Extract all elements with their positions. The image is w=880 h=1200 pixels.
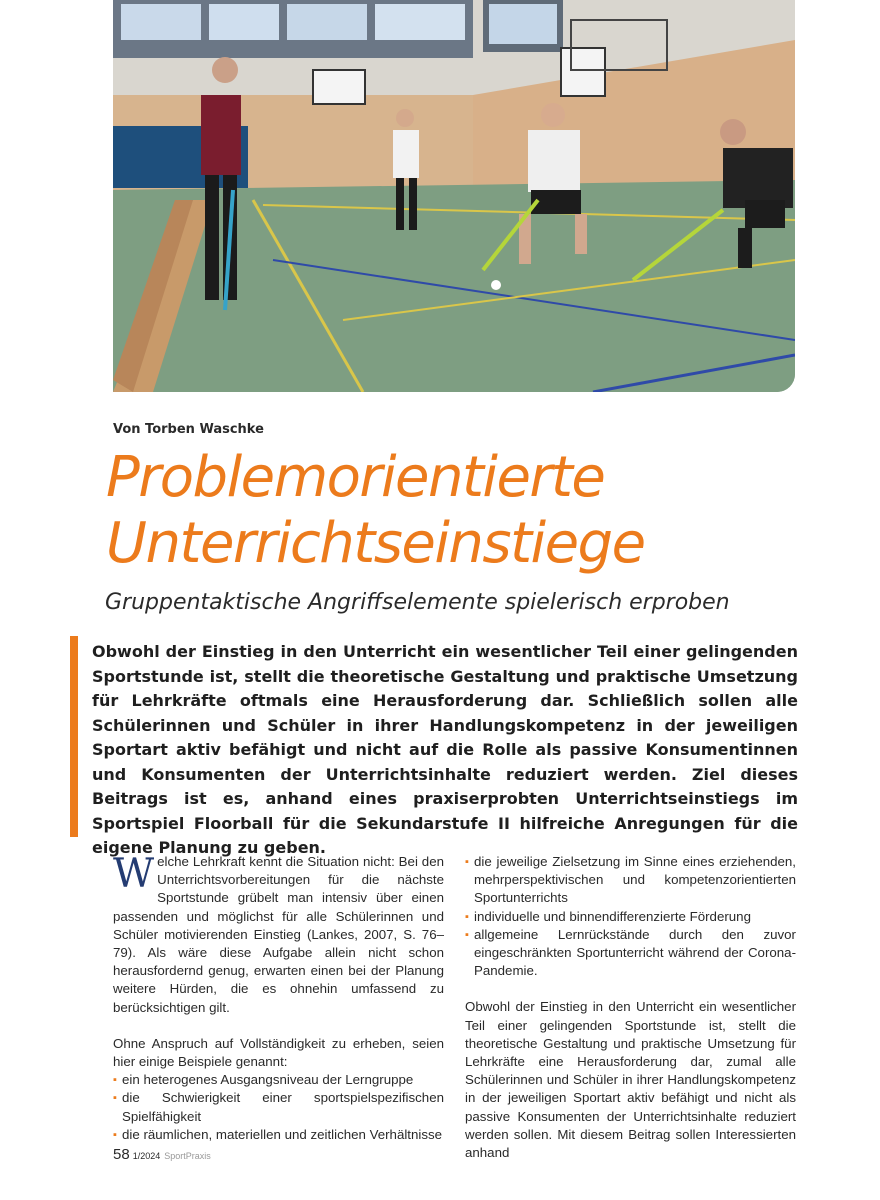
page-footer bbox=[113, 1146, 211, 1164]
bullet-list bbox=[465, 853, 796, 980]
list-item: ▪ individuelle und binnendifferenzierte Förderung bbox=[465, 908, 796, 926]
list-item: ▪ die räumlichen, materiellen und zeitlichen Verhältnisse bbox=[113, 1126, 444, 1144]
title-line-2: Unterrichtseinstiege bbox=[106, 511, 645, 576]
page-number: 58 bbox=[113, 1146, 130, 1163]
list-item: ▪ allgemeine Lernrückstände durch den zuvor eingeschränkten Sportunterricht während der Corona-Pandemie. bbox=[465, 926, 796, 981]
body-paragraph: Obwohl der Einstieg in den Unterricht ein wesentlicher Teil einer gelingenden Sportstunde ist, stellt die theoretische Gestaltung und praktische Umsetzung für Lehrkräfte eine Herausforderung dar, zumal alle Schülerinnen und Schüler in ihrer Handlungskompetenz in der jeweiligen Sportart aktiv befähigt und nicht als passive Konsumenten der Unterrichtsinhalte reduziert werden sollen. Mit diesem Beitrag sollen Interessierten anhand bbox=[465, 999, 796, 1161]
issue-number: 1/2024 bbox=[132, 1151, 161, 1161]
body-column-right bbox=[465, 853, 796, 1162]
lead-paragraph: Obwohl der Einstieg in den Unterricht ein wesentlicher Teil einer gelingenden Sportstunde ist, stellt die theoretische Gestaltung und praktische Umsetzung für Lehrkräfte oftmals eine Herausforderung dar. Schließlich sollen alle Schülerinnen und Schüler in ihrer Handlungskompetenz in der jeweiligen Sportart aktiv befähigt und nicht auf die Rolle als passive Konsumentinnen und Konsumenten der Unterrichtsinhalte reduziert werden. Ziel dieses Beitrags ist es, anhand eines praxiserprobten Unterrichtseinstiegs im Sportspiel Floorball für die Sekundarstufe II hilfreiche Anregungen für die eigene Planung zu geben. bbox=[92, 642, 798, 857]
body-column-left bbox=[113, 853, 444, 1144]
title-line-1: Problemorientierte bbox=[106, 445, 605, 510]
author-byline: Von Torben Waschke bbox=[113, 422, 264, 437]
magazine-name: SportPraxis bbox=[164, 1151, 211, 1161]
list-item: ▪ ein heterogenes Ausgangsniveau der Lerngruppe bbox=[113, 1071, 444, 1089]
article-title bbox=[106, 445, 645, 577]
article-subtitle: Gruppentaktische Angriffselemente spielerisch erproben bbox=[105, 590, 730, 615]
body-paragraph-text: elche Lehrkraft kennt die Situation nicht: Bei den Unterrichtsvorbereitungen für die nächste Sportstunde grübelt man intensiv über einen passenden und möglichst für alle Schülerinnen und Schüler motivierenden Einstieg (Lankes, 2007, S. 76–79). Als wäre diese Aufgabe allein nicht schon herausfordernd genug, erwarten einen bei der Planung weitere Hürden, die es ohnehin umfassend zu berücksichtigen gilt. bbox=[113, 854, 444, 1015]
drop-cap: W bbox=[113, 851, 155, 897]
list-item: ▪ die jeweilige Zielsetzung im Sinne eines erziehenden, mehrperspektivischen und kompetenzorientierten Sportunterrichts bbox=[465, 853, 796, 908]
body-paragraph bbox=[113, 853, 444, 1017]
bullet-list bbox=[113, 1071, 444, 1144]
hero-photo bbox=[113, 0, 795, 392]
list-item: ▪ die Schwierigkeit einer sportspielspezifischen Spielfähigkeit bbox=[113, 1089, 444, 1125]
lead-accent-bar bbox=[70, 636, 78, 837]
body-paragraph: Ohne Anspruch auf Vollständigkeit zu erheben, seien hier einige Beispiele genannt: bbox=[113, 1035, 444, 1070]
